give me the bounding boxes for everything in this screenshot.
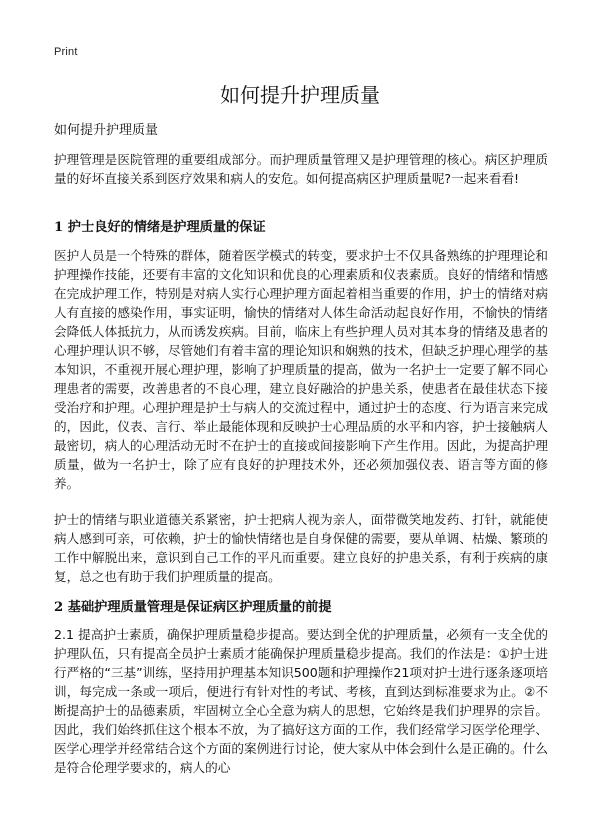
print-link[interactable]: Print	[54, 46, 78, 58]
page-subtitle: 如何提升护理质量	[54, 123, 159, 138]
intro-paragraph: 护理管理是医院管理的重要组成部分。而护理质量管理又是护理管理的核心。病区护理质量的好坏直接关系到医疗效果和病人的安危。如何提高病区护理质量呢?一起来看看!	[54, 152, 548, 186]
section-heading-2: 2 基础护理质量管理是保证病区护理质量的前提	[54, 600, 332, 615]
section-1-paragraph-1: 医护人员是一个特殊的群体，随着医学模式的转变，要求护士不仅具备熟练的护理理论和护理操作技能，还要有丰富的文化知识和优良的心理素质和仪表素质。良好的情绪和情感在完成护理工作，特别是对病人实行心理护理方面起着相当重要的作用，护士的情绪对病人有直接的感染作用，事实证明，愉快的情绪对人体生命活动起良好作用，不愉快的情绪会降低人体抵抗力，从而诱发疾病。目前，临床上有些护理人员对其本身的情绪及患者的心理护理认识不够，尽管她们有着丰富的理论知识和娴熟的技术，但缺乏护理心理学的基本知识，不重视开展心理护理，影响了护理质量的提高，做为一名护士一定要了解不同心理患者的需要，改善患者的不良心理，建立良好融洽的护患关系，使患者在最佳状态下接受治疗和护理。心理护理是护士与病人的交流过程中，通过护士的态度、行为语言来完成的，因此，仪表、言行、举止最能体现和反映护士心理品质的水平和内容，护士接触病人最密切，病人的心理活动无时不在护士的直接或间接影响下产生作用。因此，为提高护理质量，做为一名护士，除了应有良好的护理技术外，还必须加强仪表、语言等方面的修养。	[54, 248, 548, 491]
page-title: 如何提升护理质量	[220, 83, 380, 107]
section-2-paragraph-1: 2.1 提高护士素质，确保护理质量稳步提高。要达到全优的护理质量，必须有一支全优的护理队伍，只有提高全员护士素质才能确保护理质量稳步提高。我们的作法是：①护士进行严格的“三基”训练，坚持用护理基本知识500题和护理操作21项对护士进行逐条逐项培训，每完成一条或一项后，便进行有针对性的考试、考核，直到达到标准要求为止。②不断提高护士的品德素质，牢固树立全心全意为病人的思想，它始终是我们护理界的宗旨。因此，我们始终抓住这个根本不放，为了搞好这方面的工作，我们经常学习医学伦理学、医学心理学并经常结合这个方面的案例进行讨论，使大家从中体会到什么是正确的。什么是符合伦理学要求的，病人的心	[54, 627, 548, 775]
section-1-paragraph-2: 护士的情绪与职业道德关系紧密，护士把病人视为亲人，面带微笑地发药、打针，就能使病人感到可亲，可依赖，护士的愉快情绪也是自身保健的需要，要从单调、枯燥、繁琐的工作中解脱出来，意识到自己工作的平凡而重要。建立良好的护患关系，有利于疾病的康复，总之也有助于我们护理质量的提高。	[54, 512, 548, 584]
section-heading-1: 1 护士良好的情绪是护理质量的保证	[54, 220, 266, 235]
